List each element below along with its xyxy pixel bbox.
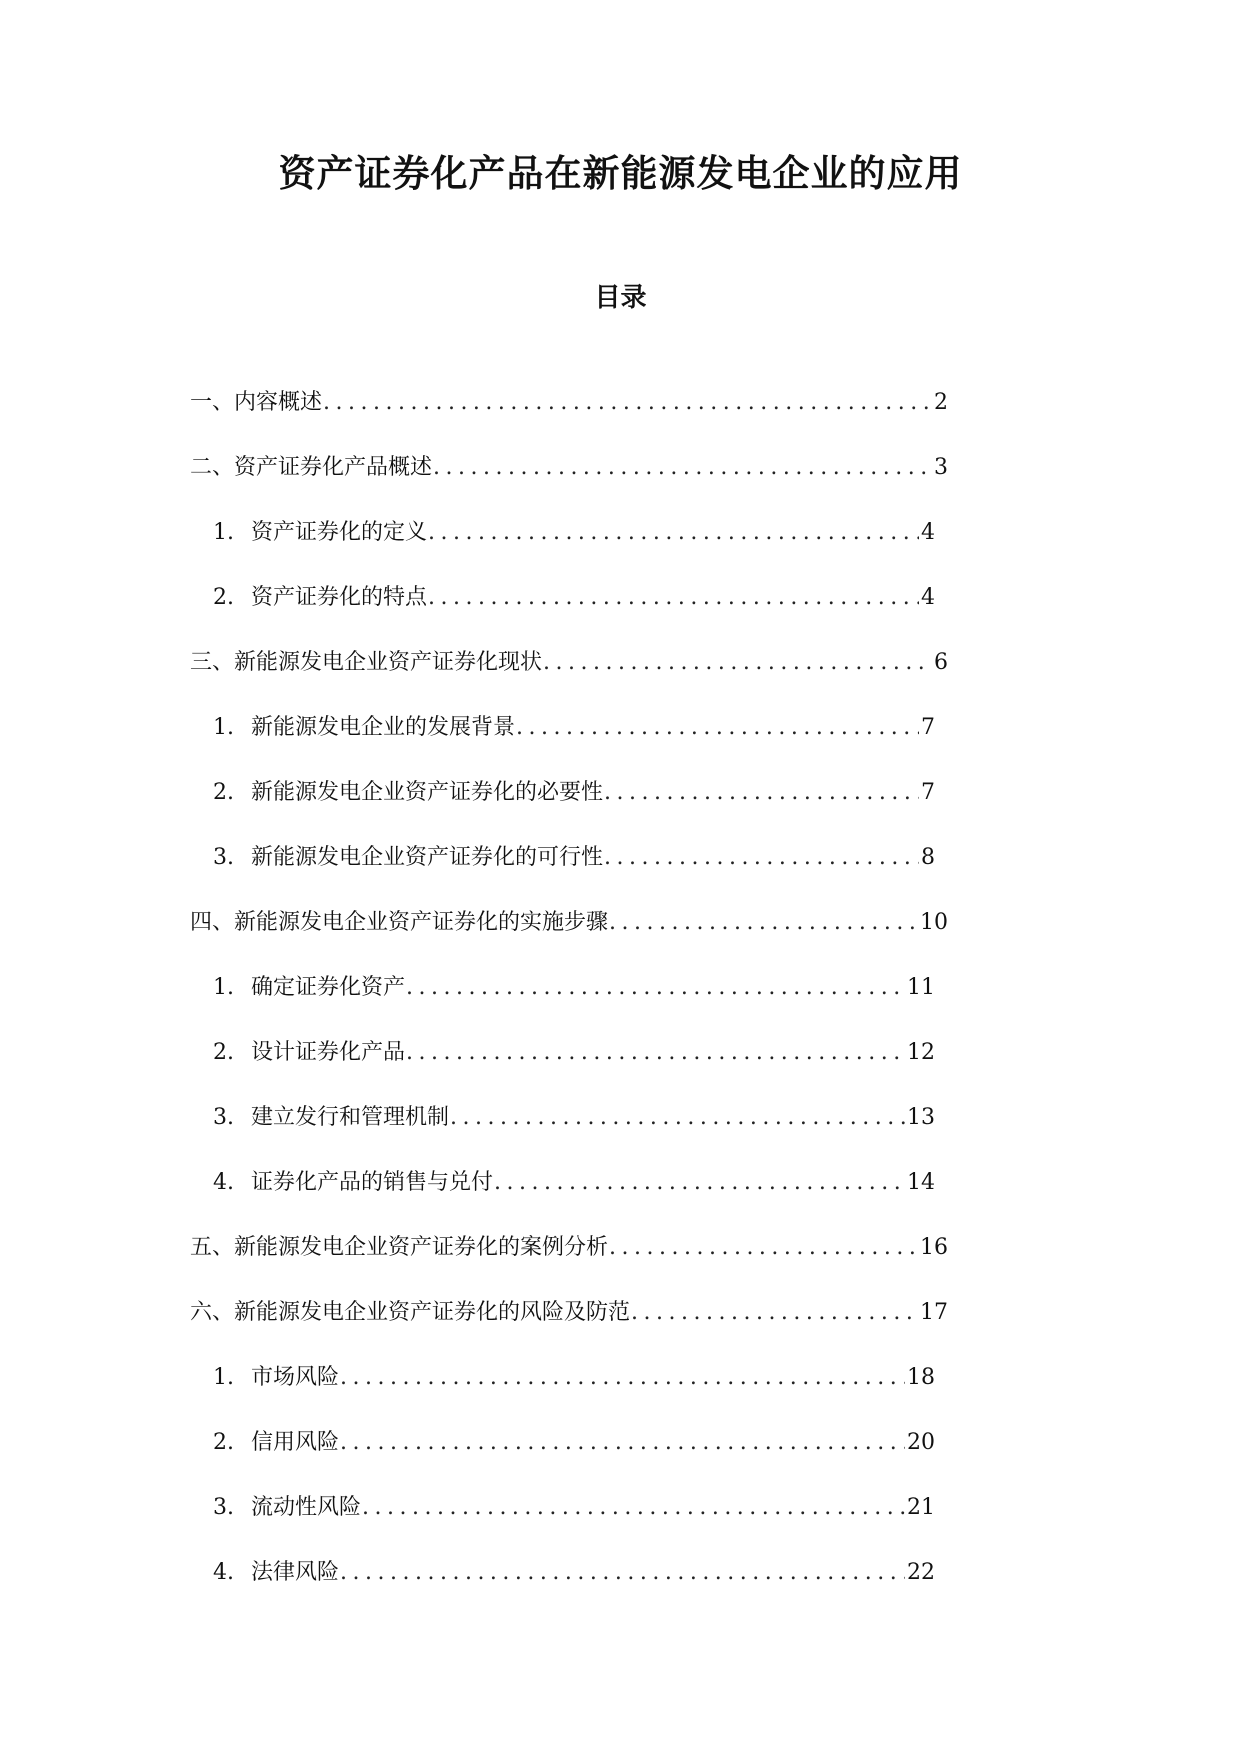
toc-entry-label: 新能源发电企业的发展背景 bbox=[251, 715, 516, 740]
toc-entry-row bbox=[190, 903, 948, 943]
toc-entry-row bbox=[190, 643, 948, 683]
toc-dot-leader bbox=[433, 448, 932, 488]
toc-dot-leader bbox=[340, 1423, 905, 1463]
toc-dot-leader bbox=[631, 1293, 918, 1333]
toc-entry-number: 3. bbox=[213, 1105, 234, 1130]
toc-entry-number: 2. bbox=[213, 780, 234, 805]
toc-entry-page-number: 6 bbox=[934, 650, 948, 675]
toc-entry-page-number: 22 bbox=[907, 1560, 935, 1585]
toc-entry-row bbox=[213, 513, 935, 553]
toc-dot-leader bbox=[428, 513, 919, 553]
toc-entry-row bbox=[213, 1163, 935, 1203]
toc-entry[interactable] bbox=[0, 903, 1241, 968]
toc-entry-row bbox=[213, 1098, 935, 1138]
toc-entry[interactable] bbox=[0, 1228, 1241, 1293]
toc-entry-label: 四、新能源发电企业资产证券化的实施步骤 bbox=[190, 910, 609, 935]
toc-entry-row bbox=[190, 448, 948, 488]
toc-entry-row bbox=[190, 383, 948, 423]
toc-entry-page-number: 7 bbox=[921, 780, 935, 805]
toc-entry-number: 2. bbox=[213, 585, 234, 610]
table-of-contents bbox=[0, 383, 1241, 1618]
toc-entry-row bbox=[213, 773, 935, 813]
toc-dot-leader bbox=[362, 1488, 905, 1528]
toc-entry-number: 1. bbox=[213, 715, 234, 740]
toc-entry-row bbox=[213, 838, 935, 878]
toc-entry[interactable] bbox=[0, 1358, 1241, 1423]
toc-entry-page-number: 18 bbox=[907, 1365, 935, 1390]
toc-dot-leader bbox=[323, 383, 932, 423]
toc-entry-page-number: 7 bbox=[921, 715, 935, 740]
toc-entry-page-number: 21 bbox=[907, 1495, 935, 1520]
toc-entry-label: 市场风险 bbox=[251, 1365, 340, 1390]
toc-entry-label: 建立发行和管理机制 bbox=[251, 1105, 450, 1130]
toc-entry-number: 3. bbox=[213, 1495, 234, 1520]
toc-entry[interactable] bbox=[0, 1293, 1241, 1358]
toc-entry-label: 法律风险 bbox=[251, 1560, 340, 1585]
toc-dot-leader bbox=[406, 968, 905, 1008]
toc-entry-label: 五、新能源发电企业资产证券化的案例分析 bbox=[190, 1235, 609, 1260]
toc-entry-row bbox=[213, 1423, 935, 1463]
toc-entry-row bbox=[213, 708, 935, 748]
toc-entry[interactable] bbox=[0, 643, 1241, 708]
toc-entry-page-number: 4 bbox=[921, 585, 935, 610]
toc-entry-row bbox=[213, 1358, 935, 1398]
toc-dot-leader bbox=[494, 1163, 905, 1203]
toc-dot-leader bbox=[543, 643, 932, 683]
toc-entry-page-number: 13 bbox=[907, 1105, 935, 1130]
toc-entry-row bbox=[213, 1553, 935, 1593]
toc-entry-row bbox=[213, 1033, 935, 1073]
toc-entry-row bbox=[190, 1228, 948, 1268]
toc-dot-leader bbox=[604, 773, 919, 813]
toc-dot-leader bbox=[609, 903, 918, 943]
toc-entry-number: 2. bbox=[213, 1430, 234, 1455]
toc-dot-leader bbox=[406, 1033, 905, 1073]
toc-dot-leader bbox=[604, 838, 919, 878]
toc-entry-label: 设计证券化产品 bbox=[251, 1040, 406, 1065]
toc-entry-page-number: 20 bbox=[907, 1430, 935, 1455]
toc-entry-number: 4. bbox=[213, 1170, 234, 1195]
toc-entry[interactable] bbox=[0, 838, 1241, 903]
toc-dot-leader bbox=[340, 1553, 905, 1593]
toc-entry-number: 1. bbox=[213, 975, 234, 1000]
toc-entry-label: 资产证券化的特点 bbox=[251, 585, 428, 610]
toc-heading: 目录 bbox=[594, 283, 647, 313]
toc-entry[interactable] bbox=[0, 448, 1241, 513]
toc-entry-page-number: 14 bbox=[907, 1170, 935, 1195]
toc-entry-page-number: 2 bbox=[934, 390, 948, 415]
toc-entry[interactable] bbox=[0, 1098, 1241, 1163]
toc-entry-page-number: 11 bbox=[907, 975, 935, 1000]
toc-entry[interactable] bbox=[0, 513, 1241, 578]
toc-entry-label: 资产证券化的定义 bbox=[251, 520, 428, 545]
toc-entry[interactable] bbox=[0, 1553, 1241, 1618]
toc-entry-number: 3. bbox=[213, 845, 234, 870]
toc-entry-label: 新能源发电企业资产证券化的必要性 bbox=[251, 780, 604, 805]
toc-entry-label: 六、新能源发电企业资产证券化的风险及防范 bbox=[190, 1300, 631, 1325]
toc-entry-page-number: 8 bbox=[921, 845, 935, 870]
toc-entry-page-number: 17 bbox=[920, 1300, 948, 1325]
toc-entry-number: 4. bbox=[213, 1560, 234, 1585]
toc-entry-page-number: 16 bbox=[920, 1235, 948, 1260]
toc-entry-label: 流动性风险 bbox=[251, 1495, 362, 1520]
toc-dot-leader bbox=[340, 1358, 905, 1398]
toc-entry-page-number: 3 bbox=[934, 455, 948, 480]
toc-entry[interactable] bbox=[0, 578, 1241, 643]
toc-entry-row bbox=[190, 1293, 948, 1333]
toc-entry-page-number: 12 bbox=[907, 1040, 935, 1065]
toc-entry-label: 二、资产证券化产品概述 bbox=[190, 455, 433, 480]
toc-entry-label: 确定证券化资产 bbox=[251, 975, 406, 1000]
toc-entry[interactable] bbox=[0, 773, 1241, 838]
toc-dot-leader bbox=[450, 1098, 905, 1138]
toc-entry[interactable] bbox=[0, 1163, 1241, 1228]
toc-entry[interactable] bbox=[0, 1488, 1241, 1553]
toc-dot-leader bbox=[428, 578, 919, 618]
toc-dot-leader bbox=[516, 708, 919, 748]
toc-entry-row bbox=[213, 968, 935, 1008]
toc-entry-label: 一、内容概述 bbox=[190, 390, 323, 415]
document-title: 资产证券化产品在新能源发电企业的应用 bbox=[278, 151, 963, 195]
toc-entry-label: 新能源发电企业资产证券化的可行性 bbox=[251, 845, 604, 870]
toc-entry-page-number: 4 bbox=[921, 520, 935, 545]
toc-entry-row bbox=[213, 1488, 935, 1528]
toc-entry-page-number: 10 bbox=[920, 910, 948, 935]
toc-entry[interactable] bbox=[0, 708, 1241, 773]
toc-entry-row bbox=[213, 578, 935, 618]
toc-entry-number: 1. bbox=[213, 520, 234, 545]
toc-entry[interactable] bbox=[0, 1423, 1241, 1488]
toc-entry[interactable] bbox=[0, 1033, 1241, 1098]
toc-dot-leader bbox=[609, 1228, 918, 1268]
toc-entry[interactable] bbox=[0, 383, 1241, 448]
toc-entry-number: 1. bbox=[213, 1365, 234, 1390]
toc-entry-label: 信用风险 bbox=[251, 1430, 340, 1455]
toc-entry[interactable] bbox=[0, 968, 1241, 1033]
toc-entry-label: 三、新能源发电企业资产证券化现状 bbox=[190, 650, 543, 675]
toc-entry-number: 2. bbox=[213, 1040, 234, 1065]
toc-entry-label: 证券化产品的销售与兑付 bbox=[251, 1170, 494, 1195]
